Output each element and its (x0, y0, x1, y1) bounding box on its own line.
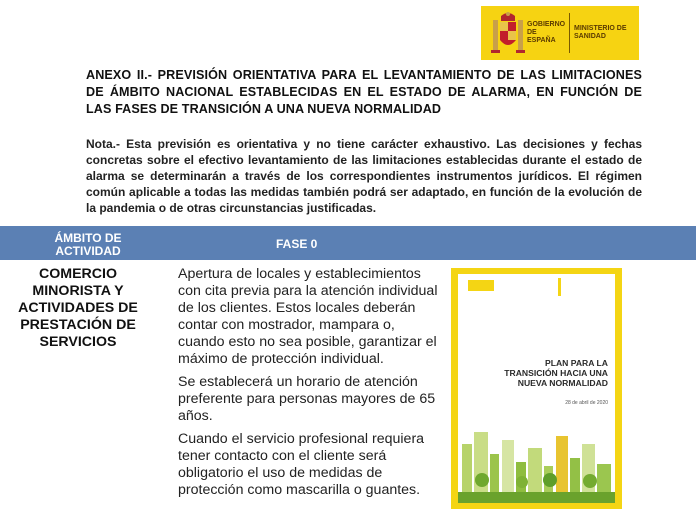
government-label: GOBIERNO DE ESPAÑA (527, 21, 566, 44)
plan-cover-page (458, 274, 615, 503)
logo-divider (569, 13, 570, 53)
activity-label: COMERCIO MINORISTA Y ACTIVIDADES DE PRESTACIÓN DE SERVICIOS (18, 266, 138, 350)
cover-logo-mark (558, 278, 591, 296)
annex-note: Nota.- Esta previsión es orientativa y no tiene carácter exhaustivo. Las decisiones y fechas concretas sobre el efectivo levantamiento de las limitaciones establecidas durante el estado de alarma se determinarán a través de los correspondientes instrumentos jurídicos. El régimen común aplicable a todas las medidas también podrá ser adaptado, en función de la evolución de la pandemia o de otras circunstancias justificadas. (86, 137, 642, 215)
city-skyline-illustration (458, 414, 615, 503)
ministry-label: MINISTERIO DE SANIDAD (574, 25, 627, 40)
phase-content (178, 266, 440, 505)
cover-title: PLAN PARA LA TRANSICIÓN HACIA UNA NUEVA NORMALIDAD (504, 358, 608, 388)
plan-cover-image (451, 268, 622, 509)
cover-gov-badge (468, 280, 494, 291)
phase-paragraph: Apertura de locales y establecimientos con cita previa para la atención individual de los clientes. Estos locales deberán contar con mostrador, mampara o, cuando esto no sea posible, garantizar el máximo de protección individual. (178, 266, 438, 367)
phase-paragraph: Cuando el servicio profesional requiera tener contacto con el cliente será obligatorio el uso de medidas de protección como mascarilla o guantes. (178, 431, 425, 498)
cover-date: 28 de abril de 2020 (565, 400, 608, 406)
column-header-ambito: ÁMBITO DE ACTIVIDAD (54, 231, 122, 258)
column-header-fase: FASE 0 (276, 237, 318, 251)
government-logo (481, 6, 639, 60)
annex-title: ANEXO II.- PREVISIÓN ORIENTATIVA PARA EL LEVANTAMIENTO DE LAS LIMITACIONES DE ÁMBITO NACIONAL ESTABLECIDAS EN EL ESTADO DE ALARMA, EN FUNCIÓN DE LAS FASES DE TRANSICIÓN A UNA NUEVA NORMALIDAD (86, 68, 642, 116)
phase-paragraph: Se establecerá un horario de atención preferente para personas mayores de 65 años. (178, 374, 436, 424)
coat-of-arms-icon (489, 10, 527, 56)
table-header (0, 226, 696, 260)
